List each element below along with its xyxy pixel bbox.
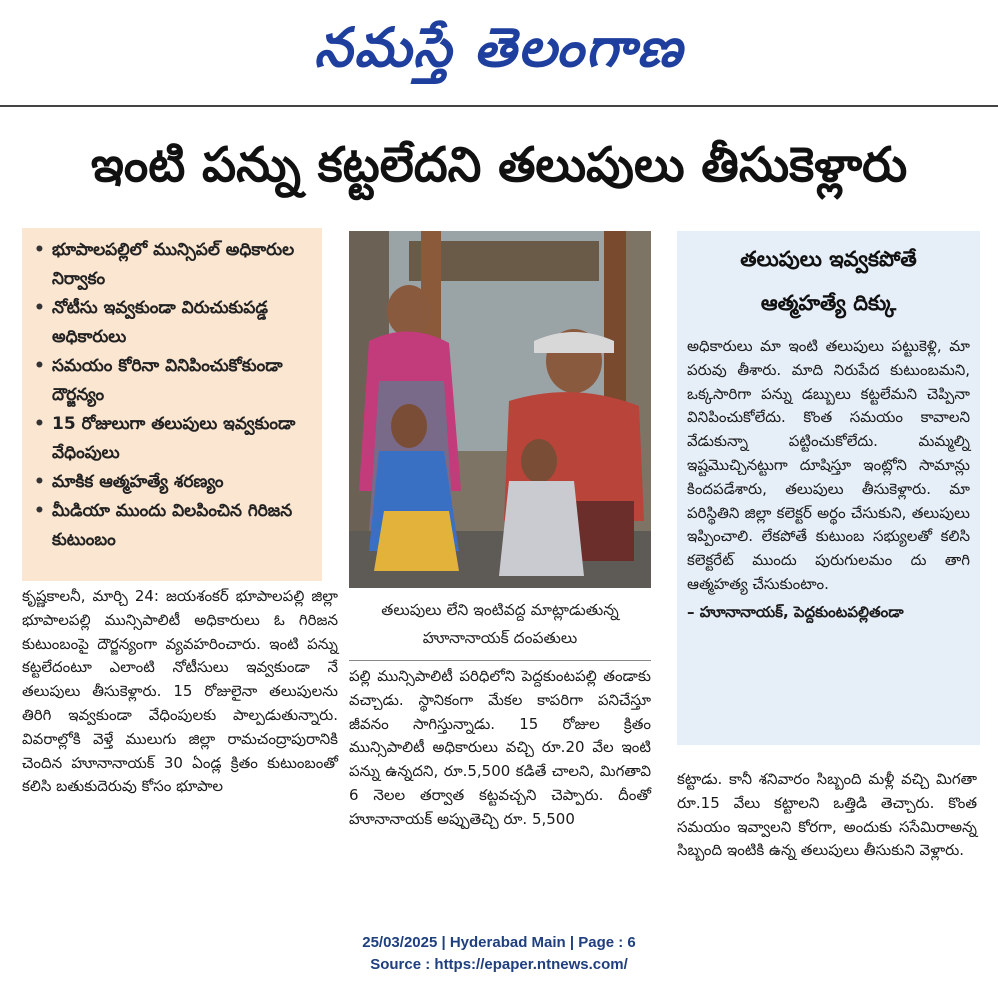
bullet-icon: • bbox=[34, 240, 45, 260]
sidebox-title-line-2: ఆత్మహత్యే దిక్కు bbox=[760, 291, 897, 315]
highlight-text: మీడియా ముందు విలపించిన గిరిజన కుటుంబం bbox=[52, 501, 293, 550]
masthead bbox=[0, 8, 998, 86]
caption-divider bbox=[349, 660, 651, 661]
highlight-text: నోటీసు ఇవ్వకుండా విరుచుకుపడ్డ అధికారులు bbox=[52, 298, 268, 347]
highlight-item bbox=[30, 236, 316, 294]
highlight-text: భూపాలపల్లిలో మున్సిపల్ అధికారుల నిర్వాకం bbox=[52, 240, 295, 289]
footer-source-line[interactable]: Source : https://epaper.ntnews.com/ bbox=[370, 956, 628, 973]
masthead-divider bbox=[0, 105, 998, 107]
article-body-column-1: కృష్ణకాలనీ, మార్చి 24: జయశంకర్ భూపాలపల్లి జిల్లా భూపాలపల్లి మున్సిపాలిటీ అధికారులు ఓ గిరిజన కుటుంబంపై దౌర్జన్యంగా వ్యవహరించారు. ఇంటి పన్ను కట్టలేదంటూ ఎలాంటి నోటీసులు ఇవ్వకుండా నే తలుపులు తీసుకెళ్లారు. 15 రోజులైనా తలుపులను తిరిగి ఇవ్వకుండా వేధింపులకు పాల్పడుతున్నారు. వివరాల్లోకి వెళ్తే ములుగు జిల్లా రామచంద్రాపురానికి చెందిన హూనానాయక్ 30 ఏండ్ల క్రితం కుటుంబంతో కలిసి బతుకుదెరువు కోసం భూపాల bbox=[22, 587, 338, 796]
quote-sidebox bbox=[677, 231, 980, 745]
sidebox-title-line-1: తలుపులు ఇవ్వకపోతే bbox=[740, 247, 917, 271]
photo-caption: తలుపులు లేని ఇంటివద్ద మాట్లాడుతున్న హూనానాయక్ దంపతులు bbox=[381, 601, 619, 647]
sidebox-body: అధికారులు మా ఇంటి తలుపులు పట్టుకెళ్లి, మా పరువు తీశారు. మాది నిరుపేద కుటుంబమని, ఒక్కసారిగా పన్ను డబ్బులు కట్టలేమని చెప్పినా వినిపించుకోలేదు. కొంత సమయం కావాలని వేడుకున్నా పట్టించుకోలేదు. మమ్మల్ని ఇష్టమొచ్చినట్టుగా దూషిస్తూ ఇంట్లోని సామాన్లు కిందపడేశారు, తలుపులు తీసుకెళ్లారు. మా పరిస్థితిని జిల్లా కలెక్టర్ అర్థం చేసుకుని, తలుపులు ఇప్పించాలి. లేకపోతే కుటుంబ సభ్యులతో కలిసి కలెక్టరేట్ ముందు పురుగులమం దు తాగి ఆత్మహత్య చేసుకుంటాం. bbox=[687, 337, 970, 593]
highlight-text: 15 రోజులుగా తలుపులు ఇవ్వకుండా వేధింపులు bbox=[52, 414, 296, 463]
masthead-title: నమస్తే తెలంగాణ bbox=[314, 15, 684, 79]
highlight-item bbox=[30, 294, 316, 352]
bullet-icon: • bbox=[34, 414, 45, 434]
bullet-icon: • bbox=[34, 501, 45, 521]
sidebox-signature: – హూనానాయక్, పెద్దకుంటపల్లితండా bbox=[687, 602, 904, 621]
article-body-column-3: కట్టాడు. కానీ శనివారం సిబ్బంది మళ్లీ వచ్చి మిగతా రూ.15 వేలు కట్టాలని ఒత్తిడి తెచ్చారు. కొంత సమయం ఇవ్వాలని కోరగా, అందుకు ససేమిరాఅన్న సిబ్బంది ఇంటికి ఉన్న తలుపులు తీసుకుని వెళ్లారు. bbox=[677, 770, 977, 860]
highlight-item bbox=[30, 468, 316, 497]
highlight-text: మాకిక ఆత్మహత్యే శరణ్యం bbox=[52, 472, 224, 492]
highlight-text: సమయం కోరినా వినిపించుకోకుండా దౌర్జన్యం bbox=[52, 356, 283, 405]
highlights-box bbox=[22, 228, 322, 581]
article-body-column-2: పల్లి మున్సిపాలిటీ పరిధిలోని పెద్దకుంటపల్లి తండాకు వచ్చాడు. స్థానికంగా మేకల కాపరిగా పనిచేస్తూ జీవనం సాగిస్తున్నాడు. 15 రోజుల క్రితం మున్సిపాలిటీ అధికారులు వచ్చి రూ.20 వేల ఇంటి పన్ను ఉన్నదని, రూ.5,500 కడితే చాలని, మిగతావి 6 నెలల తర్వాత కట్టవచ్చని చెప్పారు. దీంతో హూనానాయక్ అప్పుతెచ్చి రూ. 5,500 bbox=[349, 667, 651, 828]
bullet-icon: • bbox=[34, 298, 45, 318]
footer-edition-line: 25/03/2025 | Hyderabad Main | Page : 6 bbox=[362, 934, 636, 951]
article-photo bbox=[349, 231, 651, 588]
bullet-icon: • bbox=[34, 472, 45, 492]
highlight-item bbox=[30, 497, 316, 555]
page-footer bbox=[0, 932, 998, 976]
highlight-item bbox=[30, 410, 316, 468]
article-headline: ఇంటి పన్ను కట్టలేదని తలుపులు తీసుకెళ్లారు bbox=[90, 137, 908, 193]
family-photo-illustration bbox=[349, 231, 651, 588]
highlight-item bbox=[30, 352, 316, 410]
bullet-icon: • bbox=[34, 356, 45, 376]
